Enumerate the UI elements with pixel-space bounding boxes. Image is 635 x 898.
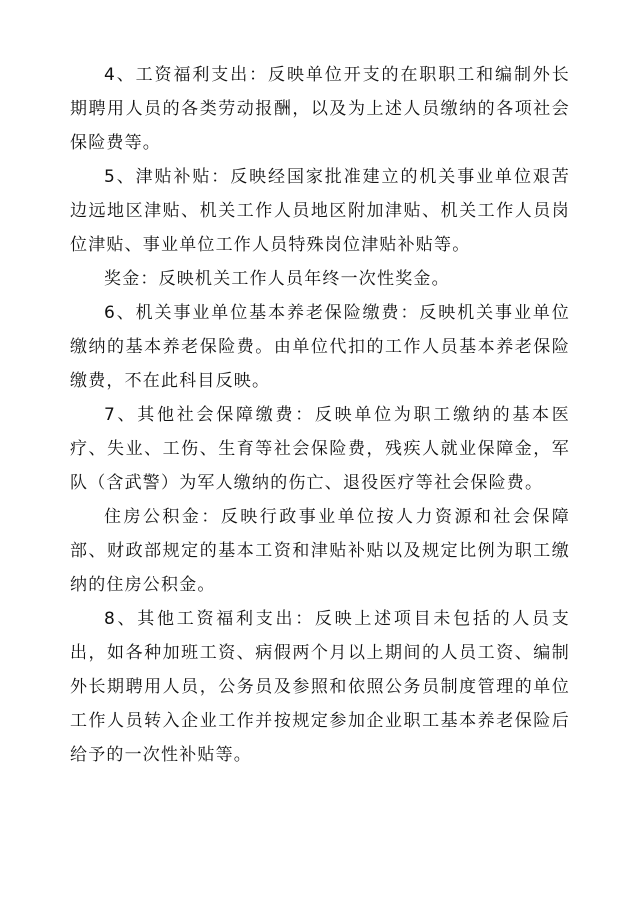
paragraph-allowance: 5、津贴补贴：反映经国家批准建立的机关事业单位艰苦边远地区津贴、机关工作人员地区附加津贴、机关工作人员岗位津贴、事业单位工作人员特殊岗位津贴补贴等。 xyxy=(70,167,570,255)
document-body xyxy=(70,58,570,772)
paragraph-pension-insurance: 6、机关事业单位基本养老保险缴费：反映机关事业单位缴纳的基本养老保险费。由单位代扣的工作人员基本养老保险缴费，不在此科目反映。 xyxy=(70,303,570,391)
paragraph-social-security: 7、其他社会保障缴费：反映单位为职工缴纳的基本医疗、失业、工伤、生育等社会保险费，残疾人就业保障金，军队（含武警）为军人缴纳的伤亡、退役医疗等社会保险费。 xyxy=(70,405,570,493)
paragraph-wage-welfare: 4、工资福利支出：反映单位开支的在职职工和编制外长期聘用人员的各类劳动报酬，以及为上述人员缴纳的各项社会保险费等。 xyxy=(70,65,570,153)
paragraph-bonus: 奖金：反映机关工作人员年终一次性奖金。 xyxy=(104,269,450,289)
paragraph-other-wage-welfare: 8、其他工资福利支出：反映上述项目未包括的人员支出，如各种加班工资、病假两个月以上期间的人员工资、编制外长期聘用人员，公务员及参照和依照公务员制度管理的单位工作人员转入企业工作并按规定参加企业职工基本养老保险后给予的一次性补贴等。 xyxy=(70,609,570,765)
paragraph-housing-fund: 住房公积金：反映行政事业单位按人力资源和社会保障部、财政部规定的基本工资和津贴补贴以及规定比例为职工缴纳的住房公积金。 xyxy=(70,507,570,595)
